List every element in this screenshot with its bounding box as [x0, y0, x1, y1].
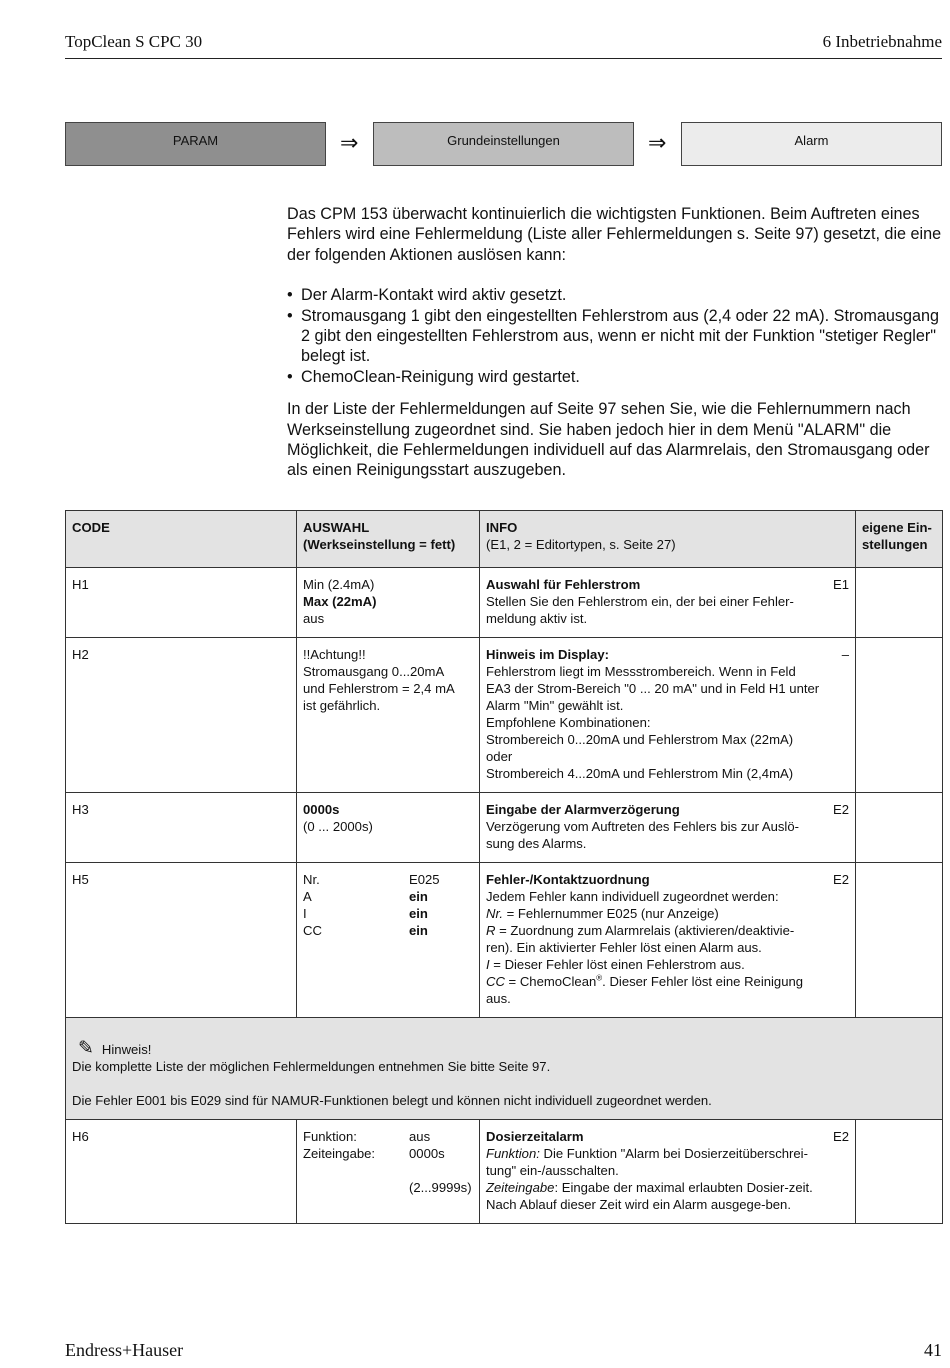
note-row [66, 1018, 943, 1120]
code-cell: H3 [66, 793, 297, 863]
option-key: A [303, 889, 312, 904]
term: Funktion: [486, 1146, 540, 1161]
option-range: (0 ... 2000s) [303, 819, 373, 834]
option-row [303, 1128, 473, 1145]
action-list [287, 285, 942, 387]
editor-type: – [841, 647, 849, 662]
intro-paragraph-2: In der Liste der Fehlermeldungen auf Seite 97 sehen Sie, wie die Fehlernummern nach Werkseinstellung zugeordnet sind. Sie haben jedoch hier in dem Menü "ALARM" die Möglichkeit, die Fehlermeldungen individuell auf das Alarmrelais, den Stromausgang oder als einen Reinigungsstart auszugeben. [287, 400, 930, 480]
editor-type: E2 [832, 872, 849, 887]
intro-paragraph-1: Das CPM 153 überwacht kontinuierlich die wichtigsten Funktionen. Beim Auftreten eines Fehlers wird eine Fehlermeldung (Liste aller Fehlermeldungen s. Seite 97) gesetzt, die eine der folgenden Aktionen auslösen kann: [287, 205, 942, 264]
info-title: Auswahl für Fehlerstrom [486, 577, 641, 592]
code-cell: H5 [66, 863, 297, 1018]
info-cell [480, 793, 856, 863]
info-text: Empfohlene Kombinationen: [486, 715, 651, 730]
table-row-h1 [66, 568, 943, 638]
definition: = ChemoClean [504, 974, 597, 989]
info-text: Strombereich 4...20mA und Fehlerstrom Min (2,4mA) [486, 766, 794, 781]
column-header-auswahl [297, 511, 480, 568]
option-value: E025 [409, 872, 440, 887]
breadcrumb-grundeinstellungen: Grundeinstellungen [373, 122, 634, 166]
note-heading [72, 1040, 936, 1058]
own-settings-cell [856, 1120, 943, 1224]
document-title: TopClean S CPC 30 [65, 32, 203, 51]
auswahl-cell [297, 638, 480, 793]
table-row-h2 [66, 638, 943, 793]
note-label: Hinweis! [101, 1042, 152, 1057]
info-title: Hinweis im Display: [486, 647, 609, 662]
warning-line: ist gefährlich. [303, 698, 381, 713]
editor-type: E1 [832, 577, 849, 592]
info-text [486, 922, 821, 956]
term: Zeiteingabe [486, 1180, 555, 1195]
breadcrumb-arrow-icon: ⇒ [340, 130, 359, 155]
list-item: • Der Alarm-Kontakt wird aktiv gesetzt. [287, 285, 942, 305]
info-label: INFO [486, 520, 518, 535]
table-row-h5 [66, 863, 943, 1018]
header-rule [65, 58, 942, 59]
option-value: ein [409, 889, 428, 904]
note-text: Die komplette Liste der möglichen Fehlermeldungen entnehmen Sie bitte Seite 97. [72, 1059, 551, 1074]
info-text [486, 905, 821, 922]
info-text: Stellen Sie den Fehlerstrom ein, der bei einer Fehler-meldung aktiv ist. [486, 594, 794, 626]
editor-type: E2 [832, 1129, 849, 1144]
info-text: oder [486, 749, 513, 764]
info-text [486, 973, 821, 1007]
code-cell: H6 [66, 1120, 297, 1224]
definition: . Dieser Fehler löst eine Reinigung aus. [486, 974, 804, 1006]
company-name: Endress+Hauser [65, 1340, 184, 1360]
info-title: Eingabe der Alarmverzögerung [486, 802, 680, 817]
pencil-icon: ✎ [78, 1038, 94, 1059]
column-header-own-settings [856, 511, 943, 568]
own-settings-cell [856, 793, 943, 863]
option-max-default: Max (22mA) [303, 594, 377, 609]
info-cell [480, 863, 856, 1018]
intro-text [287, 204, 942, 481]
info-cell [480, 638, 856, 793]
option-row [303, 871, 473, 888]
term: CC [486, 974, 505, 989]
option-value: aus [409, 1129, 431, 1144]
option-min: Min (2.4mA) [303, 577, 375, 592]
option-value: 0000s [409, 1146, 445, 1161]
editor-type: E2 [832, 802, 849, 817]
warning-line: und Fehlerstrom = 2,4 mA [303, 681, 455, 696]
auswahl-cell [297, 568, 480, 638]
auswahl-cell [297, 1120, 480, 1224]
definition: = Dieser Fehler löst einen Fehlerstrom aus. [489, 957, 745, 972]
auswahl-sublabel: (Werkseinstellung = fett) [303, 537, 456, 552]
column-header-info [480, 511, 856, 568]
option-row [303, 888, 473, 905]
info-cell [480, 1120, 856, 1224]
option-row [303, 1145, 473, 1162]
definition: : Eingabe der maximal erlaubten Dosier-zeit. Nach Ablauf dieser Zeit wird ein Alarm ausgege-ben. [486, 1180, 813, 1212]
own-settings-cell [856, 568, 943, 638]
info-text [486, 1179, 821, 1213]
option-aus: aus [303, 611, 325, 626]
option-range: (2...9999s) [409, 1180, 472, 1195]
info-text: Strombereich 0...20mA und Fehlerstrom Max (22mA) [486, 732, 794, 747]
auswahl-label: AUSWAHL [303, 520, 370, 535]
info-title: Fehler-/Kontaktzuordnung [486, 872, 650, 887]
info-text: Jedem Fehler kann individuell zugeordnet werden: [486, 889, 779, 904]
option-key: Zeiteingabe: [303, 1146, 376, 1161]
option-key: CC [303, 923, 322, 938]
list-item: • ChemoClean-Reinigung wird gestartet. [287, 367, 942, 387]
option-key: Funktion: [303, 1129, 357, 1144]
option-row [303, 905, 473, 922]
info-text [486, 1145, 821, 1179]
chapter-title: 6 Inbetriebnahme [822, 32, 942, 51]
term: Nr. [486, 906, 503, 921]
option-row [303, 922, 473, 939]
own-label-2: stellungen [862, 537, 928, 552]
info-cell [480, 568, 856, 638]
info-text: Fehlerstrom liegt im Messstrombereich. Wenn in Feld EA3 der Strom-Bereich "0 ... 20 mA" und in Feld H1 unter Alarm "Min" gewählt ist. [486, 664, 820, 713]
note-text: Die Fehler E001 bis E029 sind für NAMUR-Funktionen belegt und können nicht individuell zugeordnet werden. [72, 1093, 712, 1108]
definition: = Fehlernummer E025 (nur Anzeige) [502, 906, 719, 921]
warning-line: Stromausgang 0...20mA [303, 664, 445, 679]
list-item: • Stromausgang 1 gibt den eingestellten Fehlerstrom aus (2,4 oder 22 mA). Stromausgang 2 gibt den eingestellten Fehlerstrom aus, wenn er nicht mit der Funktion "stetiger Regler" belegt ist. [287, 306, 942, 367]
warning-line: !!Achtung!! [303, 647, 366, 662]
option-row [303, 1179, 473, 1196]
breadcrumb-alarm: Alarm [681, 122, 942, 166]
info-title: Dosierzeitalarm [486, 1129, 584, 1144]
option-value: ein [409, 906, 428, 921]
own-settings-cell [856, 863, 943, 1018]
column-header-code: CODE [66, 511, 297, 568]
code-cell: H2 [66, 638, 297, 793]
breadcrumb-param: PARAM [65, 122, 326, 166]
term: I [486, 957, 490, 972]
breadcrumb-arrow-icon: ⇒ [648, 130, 667, 155]
own-label-1: eigene Ein- [862, 520, 932, 535]
info-text [486, 956, 821, 973]
definition: = Zuordnung zum Alarmrelais (aktivieren/deaktivie-ren). Ein aktivierter Fehler löst einen Alarm aus. [486, 923, 795, 955]
own-settings-cell [856, 638, 943, 793]
table-row-h6 [66, 1120, 943, 1224]
page-number: 41 [924, 1340, 942, 1360]
definition: Die Funktion "Alarm bei Dosierzeitüberschrei-tung" ein-/ausschalten. [486, 1146, 808, 1178]
option-key: Nr. [303, 872, 320, 887]
code-cell: H1 [66, 568, 297, 638]
term: R [486, 923, 496, 938]
registered-mark: ® [596, 973, 603, 983]
table-row-h3 [66, 793, 943, 863]
info-text: Verzögerung vom Auftreten des Fehlers bis zur Auslö-sung des Alarms. [486, 819, 799, 851]
table-header [66, 511, 943, 568]
option-key: I [303, 906, 307, 921]
option-default: 0000s [303, 802, 340, 817]
note-cell [66, 1018, 943, 1120]
option-value: ein [409, 923, 428, 938]
auswahl-cell [297, 863, 480, 1018]
auswahl-cell [297, 793, 480, 863]
info-sublabel: (E1, 2 = Editortypen, s. Seite 27) [486, 537, 676, 552]
parameter-table [65, 510, 943, 1224]
